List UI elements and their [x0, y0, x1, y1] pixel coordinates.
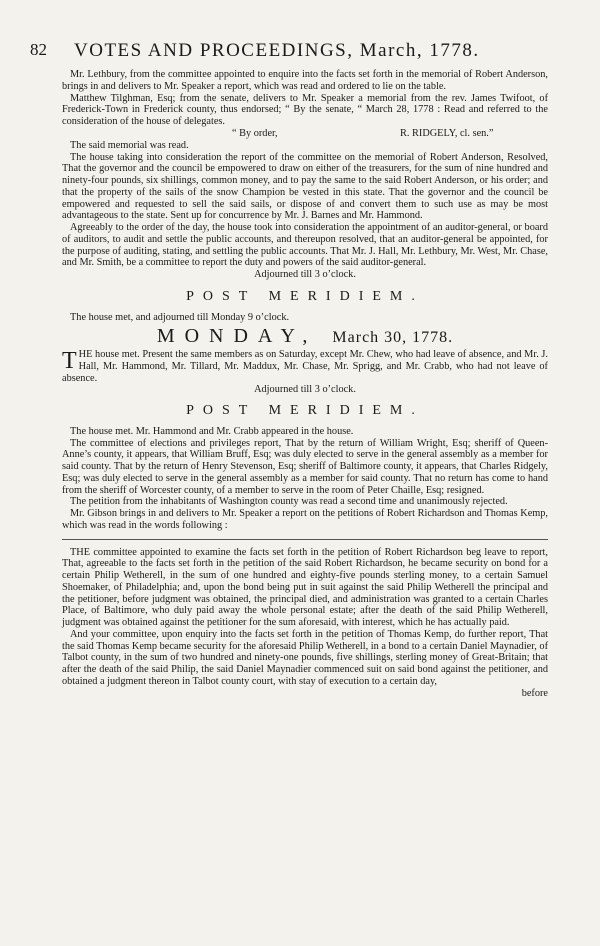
page-body: [62, 69, 548, 699]
paragraph-kemp-report: And your committee, upon enquiry into the facts set forth in the petition of Thomas Kemp, do further report, That the said Thomas Kemp became security for the aforesaid Philip Wetherell, in a bond to a certain Daniel Maynadier, of Talbot county, in the sum of two hundred and ninety-one pounds, five shillings, sterling money of Great-Britain; that after the death of the said Philip, the said Daniel Maynadier commenced suit on said bond against the petitioner, and obtained a judgment thereon in Talbot county court, with stay of execution to a certain day,: [62, 628, 548, 687]
paragraph-lethbury-report: Mr. Lethbury, from the committee appointed to enquire into the facts set forth in the memorial of Robert Anderson, brings in and delivers to Mr. Speaker a report, which was read and ordered to lie on the table.: [62, 69, 548, 92]
paragraph-washington-petition: The petition from the inhabitants of Washington county was read a second time and unanimously rejected.: [70, 496, 508, 508]
paragraph-house-met-monday: [62, 349, 548, 384]
paragraph-anderson-resolution: The house taking into consideration the report of the committee on the memorial of Robert Anderson, Resolved, That the governor and the council be empowered to draw on either of the treasurers, for the sum of nine hundred and ninety-four pounds, six shillings, common money, and to pay the same to the said Robert Anderson, or his order; and that the property of the sails of the snow Champion be vested in this state. That the governor and the council be empowered and requested to sell the said sails, or dispose of and convert them to such use as may be most advantageous to the state. Sent up for concurrence by Mr. J. Barnes and Mr. Hammond.: [62, 151, 548, 222]
day-heading-date: March 30, 1778.: [332, 329, 454, 347]
adjourned-note-1: Adjourned till 3 o’clock.: [254, 269, 356, 280]
signature-line: [62, 128, 548, 140]
post-meridiem-heading-2: POST MERIDIEM.: [186, 403, 424, 418]
post-meridiem-heading-1: POST MERIDIEM.: [186, 288, 424, 304]
paragraph-house-met-monday-text: HE house met. Present the same members as on Saturday, except Mr. Chew, who had leave of absence, and Mr. J. Hall, Mr. Hammond, Mr. Tillard, Mr. Maddux, Mr. Chase, Mr. Sprigg, and Mr. Crabb, who had not leave of absence.: [62, 349, 548, 384]
signature-by-order: “ By order,: [232, 127, 278, 139]
page-header: [30, 40, 560, 66]
adjourned-note-2: Adjourned till 3 o’clock.: [254, 384, 356, 396]
paragraph-house-adjourned: The house met, and adjourned till Monday 9 o’clock.: [70, 311, 290, 323]
paragraph-members-appeared: The house met. Mr. Hammond and Mr. Crabb appeared in the house.: [70, 425, 354, 437]
paragraph-richardson-report: THE committee appointed to examine the facts set forth in the petition of Robert Richardson beg leave to report, That, agreeable to the facts set forth in the petition of the said Robert Richardson, he became security on bond for a certain Philip Wetherell, in the sum of one hundred and eighty-five pounds sterling money, to a certain Samuel Shoemaker, of Philadelphia; and, upon the bond being put in suit against the said Philip Wetherell the principal and the petitioner, before judgment was obtained, the principal died, and administration was granted to a certain Charles Place, of Baltimore, who duly paid away the whole personal estate; after the death of the said Philip Wetherell, judgment was obtained against the petitioner for the sum aforesaid, with interest, which he has actually paid.: [62, 546, 548, 628]
paragraph-auditor-general: Agreeably to the order of the day, the house took into consideration the appointment of an auditor-general, or board of auditors, to audit and settle the public accounts, and thereupon resolved, that an auditor-general be appointed, for the purpose of auditing, stating, and settling the public accounts. That Mr. J. Hall, Mr. Lethbury, Mr. West, Mr. Chase, and Mr. Smith, be a committee to report the duty and powers of the said auditor-general.: [62, 222, 548, 269]
paragraph-tilghman-memorial: Matthew Tilghman, Esq; from the senate, delivers to Mr. Speaker a memorial from the rev. James Twifoot, of Frederick-Town in Frederick county, thus endorsed; “ By the senate, “ March 28, 1778 : Read and referred to the consideration of the house of delegates.: [62, 92, 548, 127]
paragraph-memorial-read: The said memorial was read.: [70, 139, 189, 151]
day-heading-name: MONDAY,: [156, 325, 318, 348]
page-number: 82: [30, 40, 47, 59]
running-title: VOTES AND PROCEEDINGS, March, 1778.: [74, 40, 480, 61]
drop-cap: T: [62, 348, 77, 374]
catchword: before: [521, 687, 548, 699]
signature-clerk: R. RIDGELY, cl. sen.”: [400, 127, 494, 139]
paragraph-gibson-report: Mr. Gibson brings in and delivers to Mr. Speaker a report on the petitions of Robert Richardson and Thomas Kemp, which was read in the words following :: [62, 508, 548, 531]
day-heading: [62, 325, 548, 348]
section-divider: [62, 539, 548, 540]
paragraph-elections-report: The committee of elections and privileges report, That by the return of William Wright, Esq; sheriff of Queen-Anne’s county, it appears, that William Bruff, Esq; was duly elected to serve in the general assembly as a member for said county. That by the return of Henry Stevenson, Esq; sheriff of Baltimore county, it appears, that Charles Ridgely, Esq; was duly elected to serve in the general assembly as a member for said county. That no return has come to hand from the sheriff of Worcester county, of a member to serve in the room of Peter Chaille, Esq; resigned.: [62, 437, 548, 496]
